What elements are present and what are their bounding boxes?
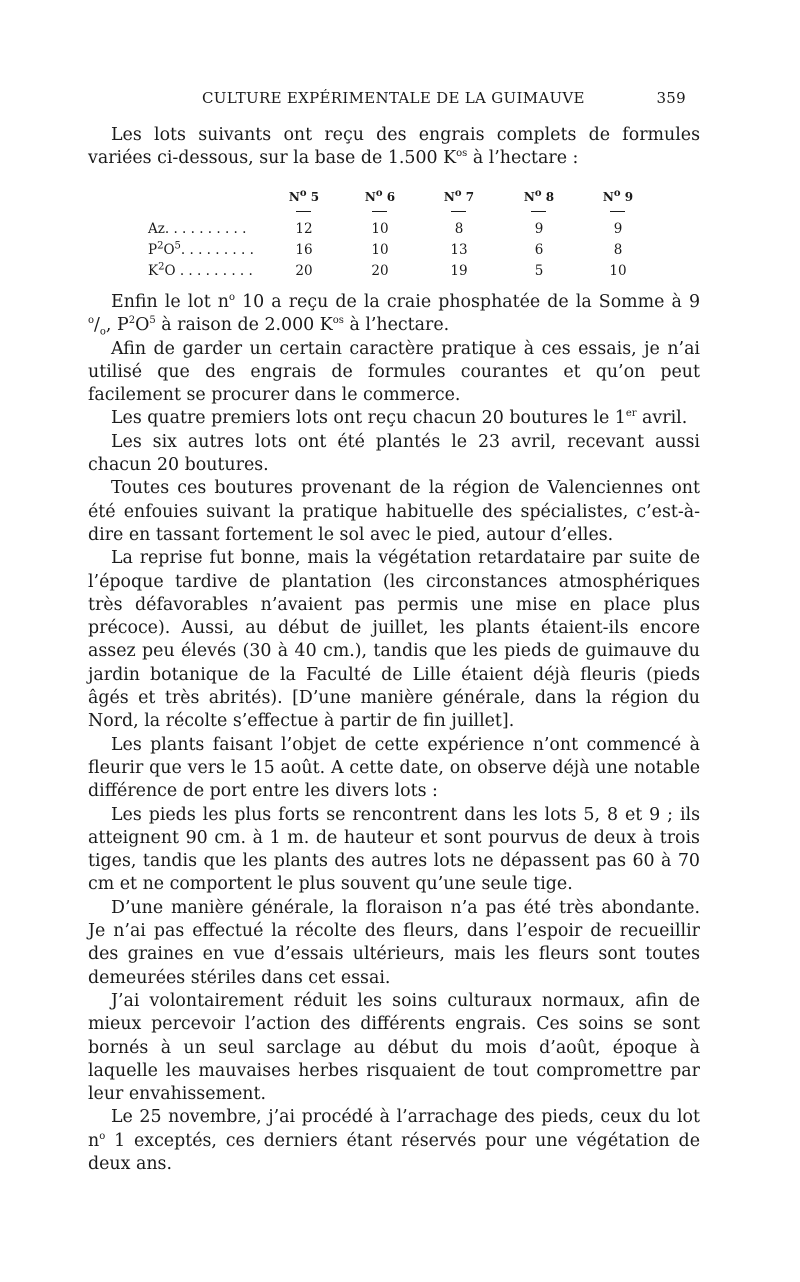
body-text xyxy=(88,291,700,1176)
table-cell: 10 xyxy=(609,263,627,279)
paragraph: Enfin le lot $n^o$ 10 a reçu de la craie phosphatée de la Somme à 9 $^o/_o$, $P^2O^5$ à raison de 2.000 $K^{os}$ à l’hectare. xyxy=(88,292,701,338)
table-cell: 10 xyxy=(371,221,389,237)
paragraph: Toutes ces boutures provenant de la région de Valenciennes ont été enfouies suivant la pratique habituelle des spécialistes, c’est-à-dire en tassant fortement le sol avec le pied, autour d’elles. xyxy=(88,478,700,545)
intro-text xyxy=(88,124,700,171)
row-label: $P^2O^5$. . . . . . . . . xyxy=(148,240,254,258)
column-header: $N^o$ 7 xyxy=(443,188,475,204)
running-head xyxy=(116,89,686,109)
column-header: $N^o$ 6 xyxy=(364,188,396,204)
table-cell: 6 xyxy=(534,242,544,258)
fertilizer-table xyxy=(148,190,648,286)
paragraph: Les plants faisant l’objet de cette expérience n’ont commencé à fleurir que vers le 15 août. A cette date, on observe déjà une notable différence de port entre les divers lots : xyxy=(88,734,700,802)
paragraph: Les six autres lots ont été plantés le 23 avril, recevant aussi chacun 20 boutures. xyxy=(88,431,700,476)
row-label: Az. . . . . . . . . . xyxy=(148,221,247,237)
table-cell: 8 xyxy=(454,221,464,237)
table-cell: 10 xyxy=(371,242,389,258)
column-rule xyxy=(451,211,466,212)
table-cell: 12 xyxy=(295,221,313,237)
table-cell: 20 xyxy=(295,263,313,279)
paragraph: Afin de garder un certain caractère pratique à ces essais, je n’ai utilisé que des engrais de formules courantes et qu’on peut facilement se procurer dans le commerce. xyxy=(88,338,700,406)
table-cell: 20 xyxy=(371,263,389,279)
paragraph: La reprise fut bonne, mais la végétation retardataire par suite de l’époque tardive de plantation (les circonstances atmosphériques très défavorables n’avaient pas permis une mise en place plus précoce). Aussi, au début de juillet, les plants étaient-ils encore assez peu élevés (30 à 40 cm.), tandis que les pieds de guimauve du jardin botanique de la Faculté de Lille étaient déjà fleuris (pieds âgés et très abrités). [D’une manière générale, dans la région du Nord, la récolte s’effectue à partir de fin juillet]. xyxy=(88,548,700,732)
paragraph: D’une manière générale, la floraison n’a pas été très abondante. Je n’ai pas effectué la récolte des fleurs, dans l’espoir de recueillir des graines en vue d’essais ultérieurs, mais les fleurs sont toutes demeurées stériles dans cet essai. xyxy=(88,897,700,988)
column-header: $N^o$ 8 xyxy=(523,188,555,204)
column-rule xyxy=(372,211,387,212)
paragraph: Les pieds les plus forts se rencontrent dans les lots 5, 8 et 9 ; ils atteignent 90 cm. à 1 m. de hauteur et sont pourvus de deux à trois tiges, tandis que les plants des autres lots ne dépassent pas 60 à 70 cm et ne comportent le plus souvent qu’une seule tige. xyxy=(88,804,700,895)
table-cell: 8 xyxy=(613,242,623,258)
row-label: $K^2O$ . . . . . . . . . xyxy=(148,261,253,279)
table-cell: 9 xyxy=(534,221,544,237)
table-cell: 9 xyxy=(613,221,623,237)
paragraph: J’ai volontairement réduit les soins culturaux normaux, afin de mieux percevoir l’action des différents engrais. Ces soins se sont bornés à un seul sarclage au début du mois d’août, époque à laquelle les mauvaises herbes risquaient de tout compromettre par leur envahissement. xyxy=(88,990,700,1105)
column-header: $N^o$ 5 xyxy=(288,188,320,204)
table-cell: 5 xyxy=(534,263,544,279)
table-cell: 13 xyxy=(450,242,468,258)
paragraph: Les quatre premiers lots ont reçu chacun 20 boutures le 1er avril. xyxy=(111,408,688,429)
paragraph: Le 25 novembre, j’ai procédé à l’arrachage des pieds, ceux du lot $n^o$ 1 exceptés, ces derniers étant réservés pour une végétation de deux ans. xyxy=(88,1107,700,1174)
table-cell: 16 xyxy=(295,242,313,258)
column-rule xyxy=(531,211,546,212)
column-header: $N^o$ 9 xyxy=(602,188,634,204)
running-title: CULTURE EXPÉRIMENTALE DE LA GUIMAUVE xyxy=(202,89,585,107)
table-cell: 19 xyxy=(450,263,468,279)
paragraph: Les lots suivants ont reçu des engrais complets de formules variées ci-dessous, sur la base de 1.500 $K^{os}$ à l’hectare : xyxy=(88,125,700,169)
page-number: 359 xyxy=(656,89,686,107)
column-rule xyxy=(296,211,311,212)
column-rule xyxy=(610,211,625,212)
